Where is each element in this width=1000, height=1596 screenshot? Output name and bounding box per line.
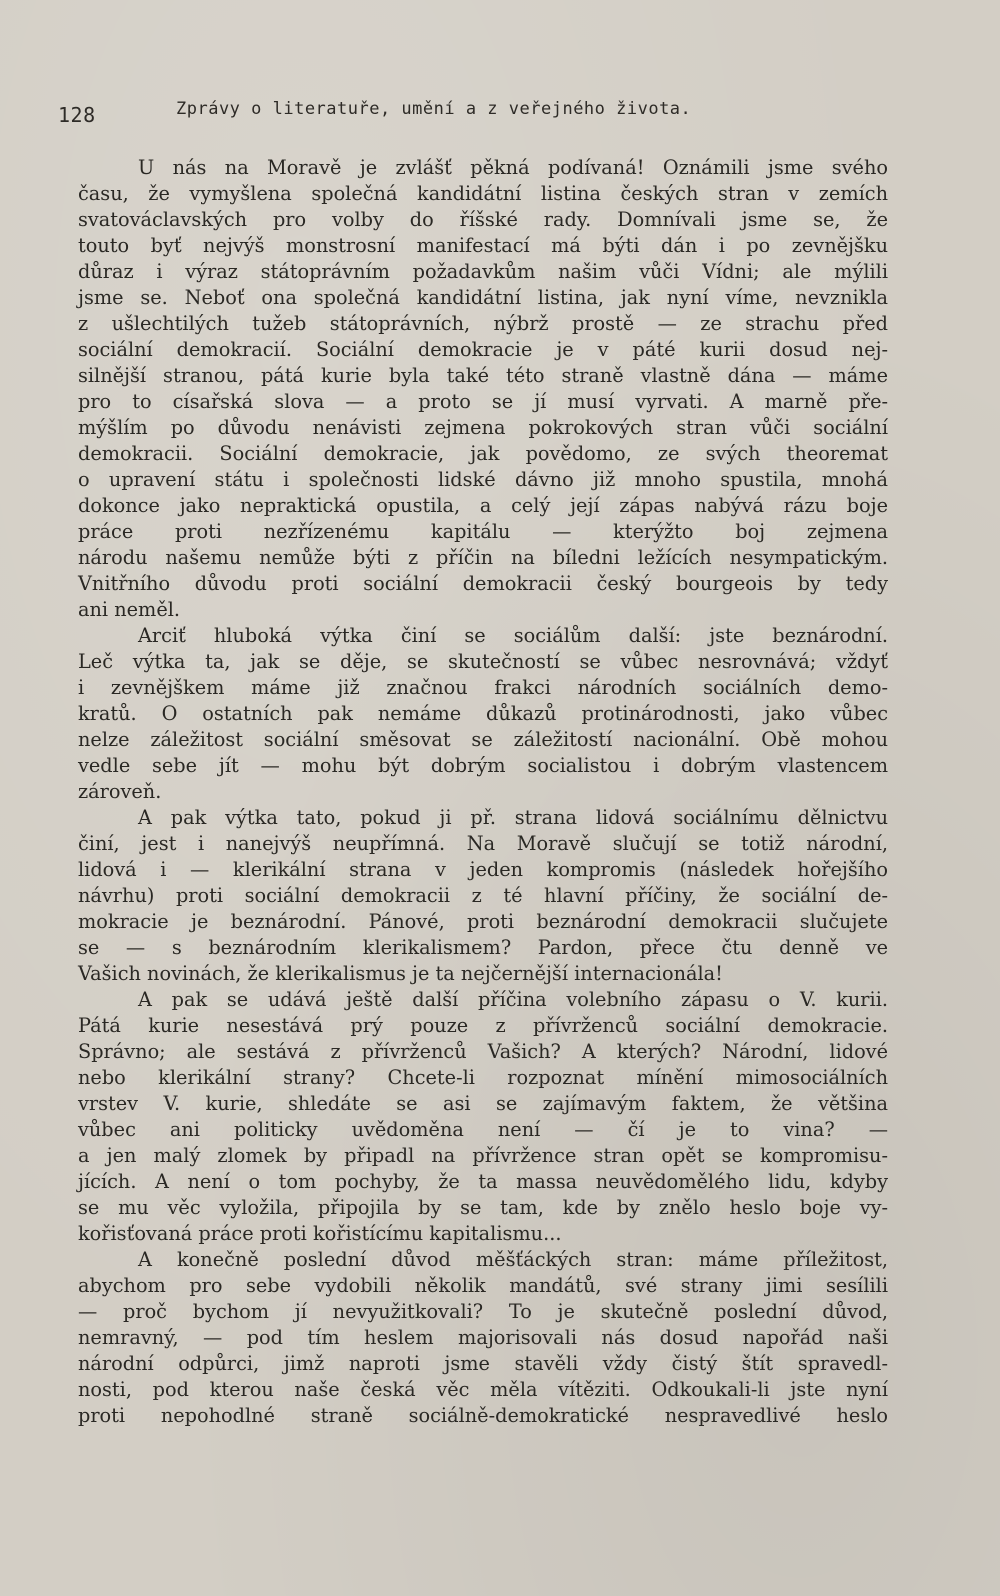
- text-line: vrstev V. kurie, shledáte se asi se zajímavým faktem, že většina: [78, 1092, 888, 1115]
- text-line: se — s beznárodním klerikalismem? Pardon, přece čtu denně ve: [78, 936, 888, 959]
- text-line: Arciť hluboká výtka činí se sociálům další: jste beznárodní.: [138, 624, 888, 647]
- text-line: mýšlím po důvodu nenávisti zejmena pokrokových stran vůči sociální: [78, 416, 888, 439]
- text-line: mokracie je beznárodní. Pánové, proti beznárodní demokracii slučujete: [78, 910, 888, 933]
- text-line: z ušlechtilých tužeb státoprávních, nýbrž prostě — ze strachu před: [78, 312, 888, 335]
- text-line: se mu věc vyložila, připojila by se tam, kde by znělo heslo boje vy-: [78, 1196, 888, 1219]
- text-line: A konečně poslední důvod měšťáckých stran: máme příležitost,: [138, 1248, 888, 1271]
- text-line: o upravení státu i společnosti lidské dávno již mnoho spustila, mnohá: [78, 468, 888, 491]
- text-line: Vnitřního důvodu proti sociální demokracii český bourgeois by tedy: [78, 572, 888, 595]
- text-line: času, že vymyšlena společná kandidátní listina českých stran v zemích: [78, 182, 888, 205]
- text-line: Správno; ale sestává z přívrženců Vašich? A kterých? Národní, lidové: [78, 1040, 888, 1063]
- text-line: vedle sebe jít — mohu být dobrým socialistou i dobrým vlastencem: [78, 754, 888, 777]
- text-line: návrhu) proti sociální demokracii z té hlavní příčiny, že sociální de-: [78, 884, 888, 907]
- text-line: dokonce jako nepraktická opustila, a celý její zápas nabývá rázu boje: [78, 494, 888, 517]
- text-line: jících. A není o tom pochyby, že ta massa neuvědomělého lidu, kdyby: [78, 1170, 888, 1193]
- text-line: Leč výtka ta, jak se děje, se skutečností se vůbec nesrovnává; vždyť: [78, 650, 888, 673]
- text-line: vůbec ani politicky uvědoměna není — čí je to vina? —: [78, 1118, 888, 1141]
- body-text: [78, 155, 888, 1429]
- text-line: A pak výtka tato, pokud ji př. strana lidová sociálnímu dělnictvu: [138, 806, 888, 829]
- text-line: národu našemu nemůže býti z příčin na bíledni ležících nesympatickým.: [78, 546, 888, 569]
- running-header: [58, 95, 938, 125]
- text-line: pro to císařská slova — a proto se jí musí vyrvati. A marně pře-: [78, 390, 888, 413]
- text-line: i zevnějškem máme již značnou frakci národních sociálních demo-: [78, 676, 888, 699]
- text-line: Pátá kurie nesestává prý pouze z přívrženců sociální demokracie.: [78, 1014, 888, 1037]
- running-title: Zprávy o literatuře, umění a z veřejného života.: [176, 99, 692, 119]
- text-line: nelze záležitost sociální směsovat se záležitostí nacionální. Obě mohou: [78, 728, 888, 751]
- text-line: a jen malý zlomek by připadl na přívržence stran opět se kompromisu-: [78, 1144, 888, 1167]
- text-line: kratů. O ostatních pak nemáme důkazů protinárodnosti, jako vůbec: [78, 702, 888, 725]
- text-line: demokracii. Sociální demokracie, jak povědomo, ze svých theoremat: [78, 442, 888, 465]
- text-line: kořisťovaná práce proti kořistícímu kapitalismu...: [78, 1222, 562, 1245]
- text-line: nosti, pod kterou naše česká věc měla vítěziti. Odkoukali-li jste nyní: [78, 1378, 888, 1401]
- text-line: Vašich novinách, že klerikalismus je ta nejčernější internacionála!: [78, 962, 723, 985]
- text-line: ani neměl.: [78, 598, 181, 621]
- page-number: 128: [58, 103, 96, 127]
- text-line: nemravný, — pod tím heslem majorisovali nás dosud napořád naši: [78, 1326, 888, 1349]
- text-line: jsme se. Neboť ona společná kandidátní listina, jak nyní víme, nevznikla: [78, 286, 888, 309]
- text-line: proti nepohodlné straně sociálně-demokratické nespravedlivé heslo: [78, 1404, 888, 1427]
- text-line: silnější stranou, pátá kurie byla také této straně vlastně dána — máme: [78, 364, 888, 387]
- text-line: A pak se udává ještě další příčina volebního zápasu o V. kurii.: [138, 988, 888, 1011]
- text-line: národní odpůrci, jimž naproti jsme stavěli vždy čistý štít spravedl-: [78, 1352, 888, 1375]
- text-line: lidová i — klerikální strana v jeden kompromis (následek hořejšího: [78, 858, 888, 881]
- text-line: — proč bychom jí nevyužitkovali? To je skutečně poslední důvod,: [78, 1300, 888, 1323]
- text-line: zároveň.: [78, 780, 162, 803]
- text-line: U nás na Moravě je zvlášť pěkná podívaná! Oznámili jsme svého: [138, 156, 888, 179]
- text-line: svatováclavských pro volby do říšské rady. Domnívali jsme se, že: [78, 208, 888, 231]
- text-line: důraz i výraz státoprávním požadavkům našim vůči Vídni; ale mýlili: [78, 260, 888, 283]
- text-line: práce proti nezřízenému kapitálu — kterýžto boj zejmena: [78, 520, 888, 543]
- text-line: činí, jest i nanejvýš neupřímná. Na Moravě slučují se totiž národní,: [78, 832, 888, 855]
- text-line: touto byť nejvýš monstrosní manifestací má býti dán i po zevnějšku: [78, 234, 888, 257]
- text-line: sociální demokracií. Sociální demokracie je v páté kurii dosud nej-: [78, 338, 888, 361]
- text-line: nebo klerikální strany? Chcete-li rozpoznat mínění mimosociálních: [78, 1066, 888, 1089]
- text-line: abychom pro sebe vydobili několik mandátů, své strany jimi sesílili: [78, 1274, 888, 1297]
